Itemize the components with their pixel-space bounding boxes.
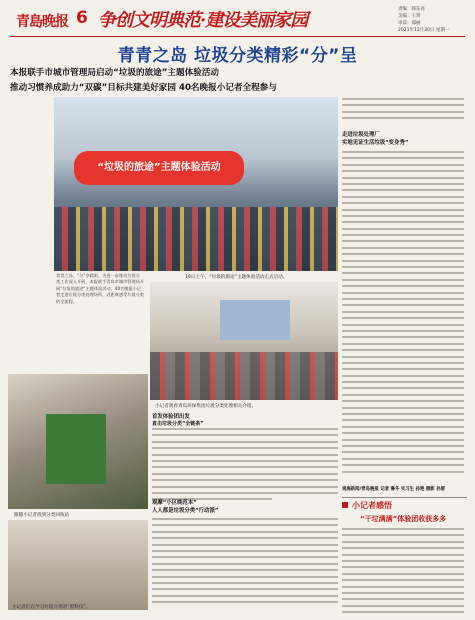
byline: 观海新闻/青岛晚报 记者 鲁冬 实习生 孙艳 摄影 孙雷 xyxy=(342,487,445,492)
children-photo xyxy=(8,520,148,610)
sidebar-title: 小记者感悟 xyxy=(352,501,392,510)
masthead xyxy=(0,0,475,40)
photo1-caption: 19日上午，“垃圾的旅途”主题体验活动正式启动。 xyxy=(185,275,288,280)
presentation-photo xyxy=(150,282,338,400)
lead-paragraph xyxy=(56,273,144,363)
section2-sub: 人人都是垃圾分类“行动派” xyxy=(152,508,219,514)
section3-sub: 实地见证生活垃圾“变身秀” xyxy=(342,140,409,146)
photo3-caption: 跟随小记者找到分类回收站 xyxy=(14,513,70,518)
main-photo xyxy=(54,97,338,271)
sidebar-marker-icon xyxy=(342,502,348,508)
section2-title: 观摩“小区晚范本” xyxy=(152,500,197,506)
crowd-area xyxy=(54,207,338,271)
section3-body xyxy=(342,151,464,477)
editor-meta xyxy=(398,6,449,34)
recycle-bin xyxy=(46,414,106,484)
sidebar-body xyxy=(342,528,464,617)
right-intro xyxy=(342,98,464,124)
masthead-rule xyxy=(10,36,465,37)
section3-title: 走进垃圾处理厂 xyxy=(342,132,380,138)
section-banner: 争创文明典范·建设美丽家园 xyxy=(98,10,308,31)
reviewer-line: 审读：邵丽 xyxy=(398,21,421,26)
section1-sub: 直击垃圾分类“全链条” xyxy=(152,421,204,427)
center-column xyxy=(152,412,340,612)
section2-body xyxy=(152,518,338,607)
photo4-caption: 小记者们在学习垃圾分类的“黑科技”。 xyxy=(12,605,91,610)
subhead-1: 本报联手市城市管理局启动“垃圾的旅途”主题体验活动 xyxy=(10,68,219,78)
screen-area xyxy=(220,300,290,340)
recycling-photo xyxy=(8,374,148,509)
lead-text: 青青之岛，“分”享精彩。为进一步推动垃圾分类工作深入开展，本报联手青岛市城市管理局开展“垃圾的旅途”主题体验活动，40名晚报小记者走进垃圾分类处理场所，近距离感受垃圾分类的全流程。 xyxy=(56,273,144,304)
newspaper-logo: 青島晚报 xyxy=(16,14,68,30)
sidebar-sub: “干垃满满”体验团收获多多 xyxy=(360,515,447,523)
section1-title: 首发体验团出发 xyxy=(152,414,190,420)
designer-line: 美编：王玥 xyxy=(398,14,421,19)
audience-area xyxy=(150,352,338,400)
section1-body xyxy=(152,428,338,505)
headline: 青青之岛 垃圾分类精彩“分”呈 xyxy=(117,46,358,66)
photo2-caption: 小记者观看青岛环保集团垃圾分类处理相关介绍。 xyxy=(155,404,257,409)
subhead-2: 推动习惯养成助力“双碳”目标共建美好家园 40名晚报小记者全程参与 xyxy=(10,83,277,93)
right-column xyxy=(342,98,467,498)
date-line: 2021年12月30日 星期一 xyxy=(398,28,450,33)
editor-line: 责编：韩东亮 xyxy=(398,7,425,12)
event-banner: “垃圾的旅途”主题体验活动 xyxy=(74,151,244,185)
page-number: 6 xyxy=(76,8,88,28)
sidebar-rule xyxy=(342,497,467,498)
